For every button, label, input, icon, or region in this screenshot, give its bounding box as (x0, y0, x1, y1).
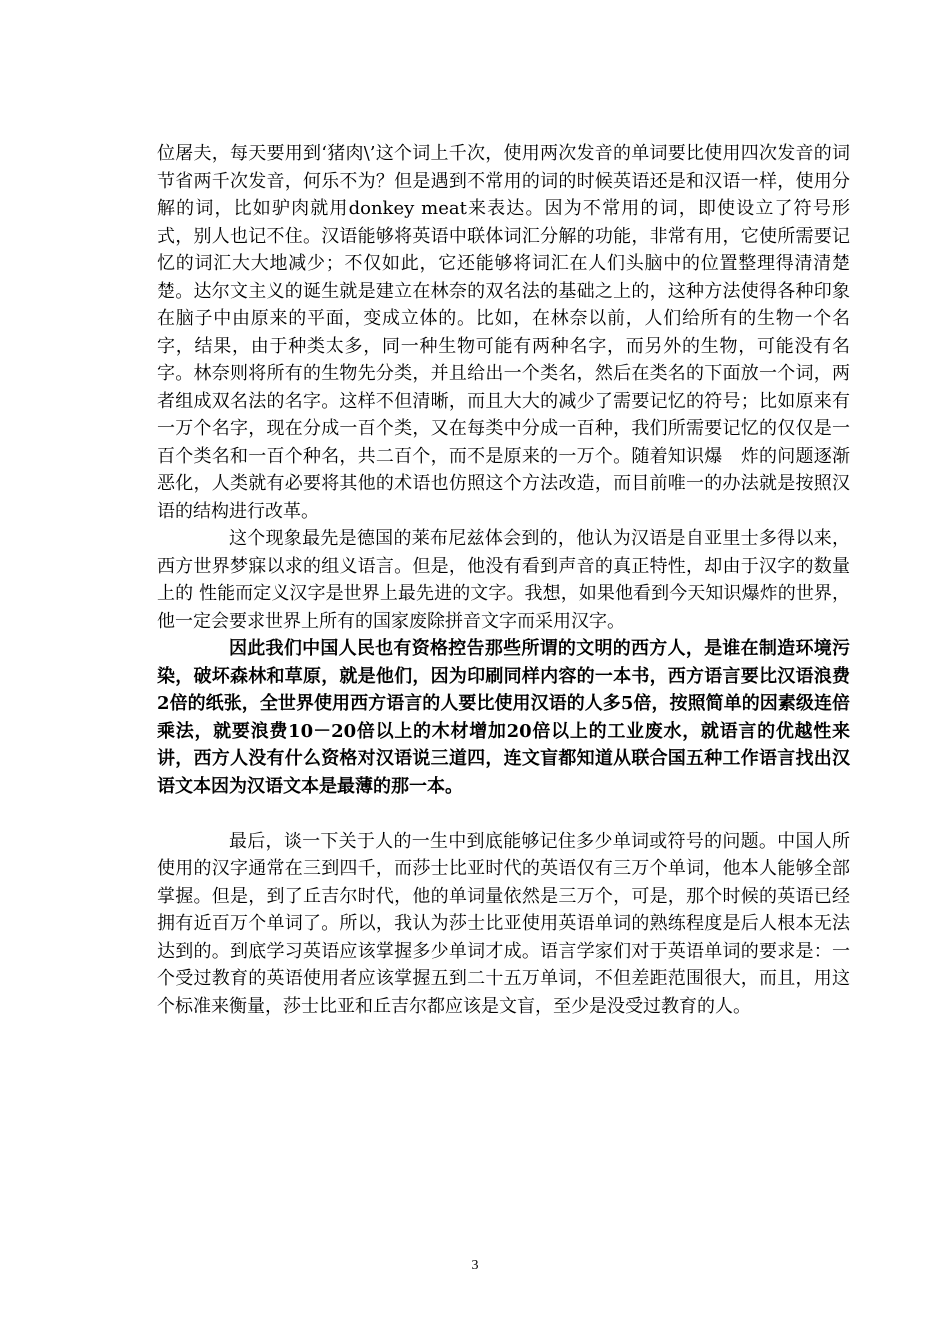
page-number: 3 (471, 1258, 479, 1273)
page-body (157, 140, 850, 1020)
paragraph-bold-argument: 因此我们中国人民也有资格控告那些所谓的文明的西方人，是谁在制造环境污染，破坏森林和草原，就是他们，因为印刷同样内容的一本书，西方语言要比汉语浪费2倍的纸张，全世界使用西方语言的人要比使用汉语的人多5倍，按照简单的因素级连倍乘法，就要浪费10－20倍以上的木材增加20倍以上的工业废水，就语言的优越性来讲，西方人没有什么资格对汉语说三道四，连文盲都知道从联合国五种工作语言找出汉语文本因为汉语文本是最薄的那一本。 (157, 638, 850, 797)
paragraph-vocabulary: 最后，谈一下关于人的一生中到底能够记住多少单词或符号的问题。中国人所使用的汉字通常在三到四千，而莎士比亚时代的英语仅有三万个单词，他本人能够全部掌握。但是，到了丘吉尔时代，他的单词量依然是三万个，可是，那个时候的英语已经拥有近百万个单词了。所以，我认为莎士比亚使用英语单词的熟练程度是后人根本无法达到的。到底学习英语应该掌握多少单词才成。语言学家们对于英语单词的要求是：一个受过教育的英语使用者应该掌握五到二十五万单词，不但差距范围很大，而且，用这个标准来衡量，莎士比亚和丘吉尔都应该是文盲，至少是没受过教育的人。 (157, 830, 850, 1017)
paragraph-leibniz: 这个现象最先是德国的莱布尼兹体会到的，他认为汉语是自亚里士多得以来，西方世界梦寐以求的组义语言。但是，他没有看到声音的真正特性，却由于汉字的数量上的 性能而定义汉字是世界上最先进的文字。我想，如果他看到今天知识爆炸的世界，他一定会要求世界上所有的国家废除拼音文字而采用汉字。 (157, 528, 850, 632)
paragraph-continuation: 位屠夫，每天要用到‘猪肉\’这个词上千次，使用两次发音的单词要比使用四次发音的词节省两千次发音，何乐不为？但是遇到不常用的词的时候英语还是和汉语一样，使用分解的词，比如驴肉就用donkey meat来表达。因为不常用的词，即使设立了符号形式，别人也记不住。汉语能够将英语中联体词汇分解的功能，非常有用，它使所需要记忆的词汇大大地减少；不仅如此，它还能够将词汇在人们头脑中的位置整理得清清楚楚。达尔文主义的诞生就是建立在林奈的双名法的基础之上的，这种方法使得各种印象在脑子中由原来的平面，变成立体的。比如，在林奈以前，人们给所有的生物一个名字，结果，由于种类太多，同一种生物可能有两种名字，而另外的生物，可能没有名字。林奈则将所有的生物先分类，并且给出一个类名，然后在类名的下面放一个词，两者组成双名法的名字。这样不但清晰，而且大大的减少了需要记忆的符号；比如原来有一万个名字，现在分成一百个类，又在每类中分成一百种，我们所需要记忆的仅仅是一百个类名和一百个种名，共二百个，而不是原来的一万个。随着知识爆 炸的问题逐渐恶化，人类就有必要将其他的术语也仿照这个方法改造，而目前唯一的办法就是按照汉语的结构进行改革。 (157, 143, 850, 522)
paragraph-spacer (157, 800, 850, 828)
